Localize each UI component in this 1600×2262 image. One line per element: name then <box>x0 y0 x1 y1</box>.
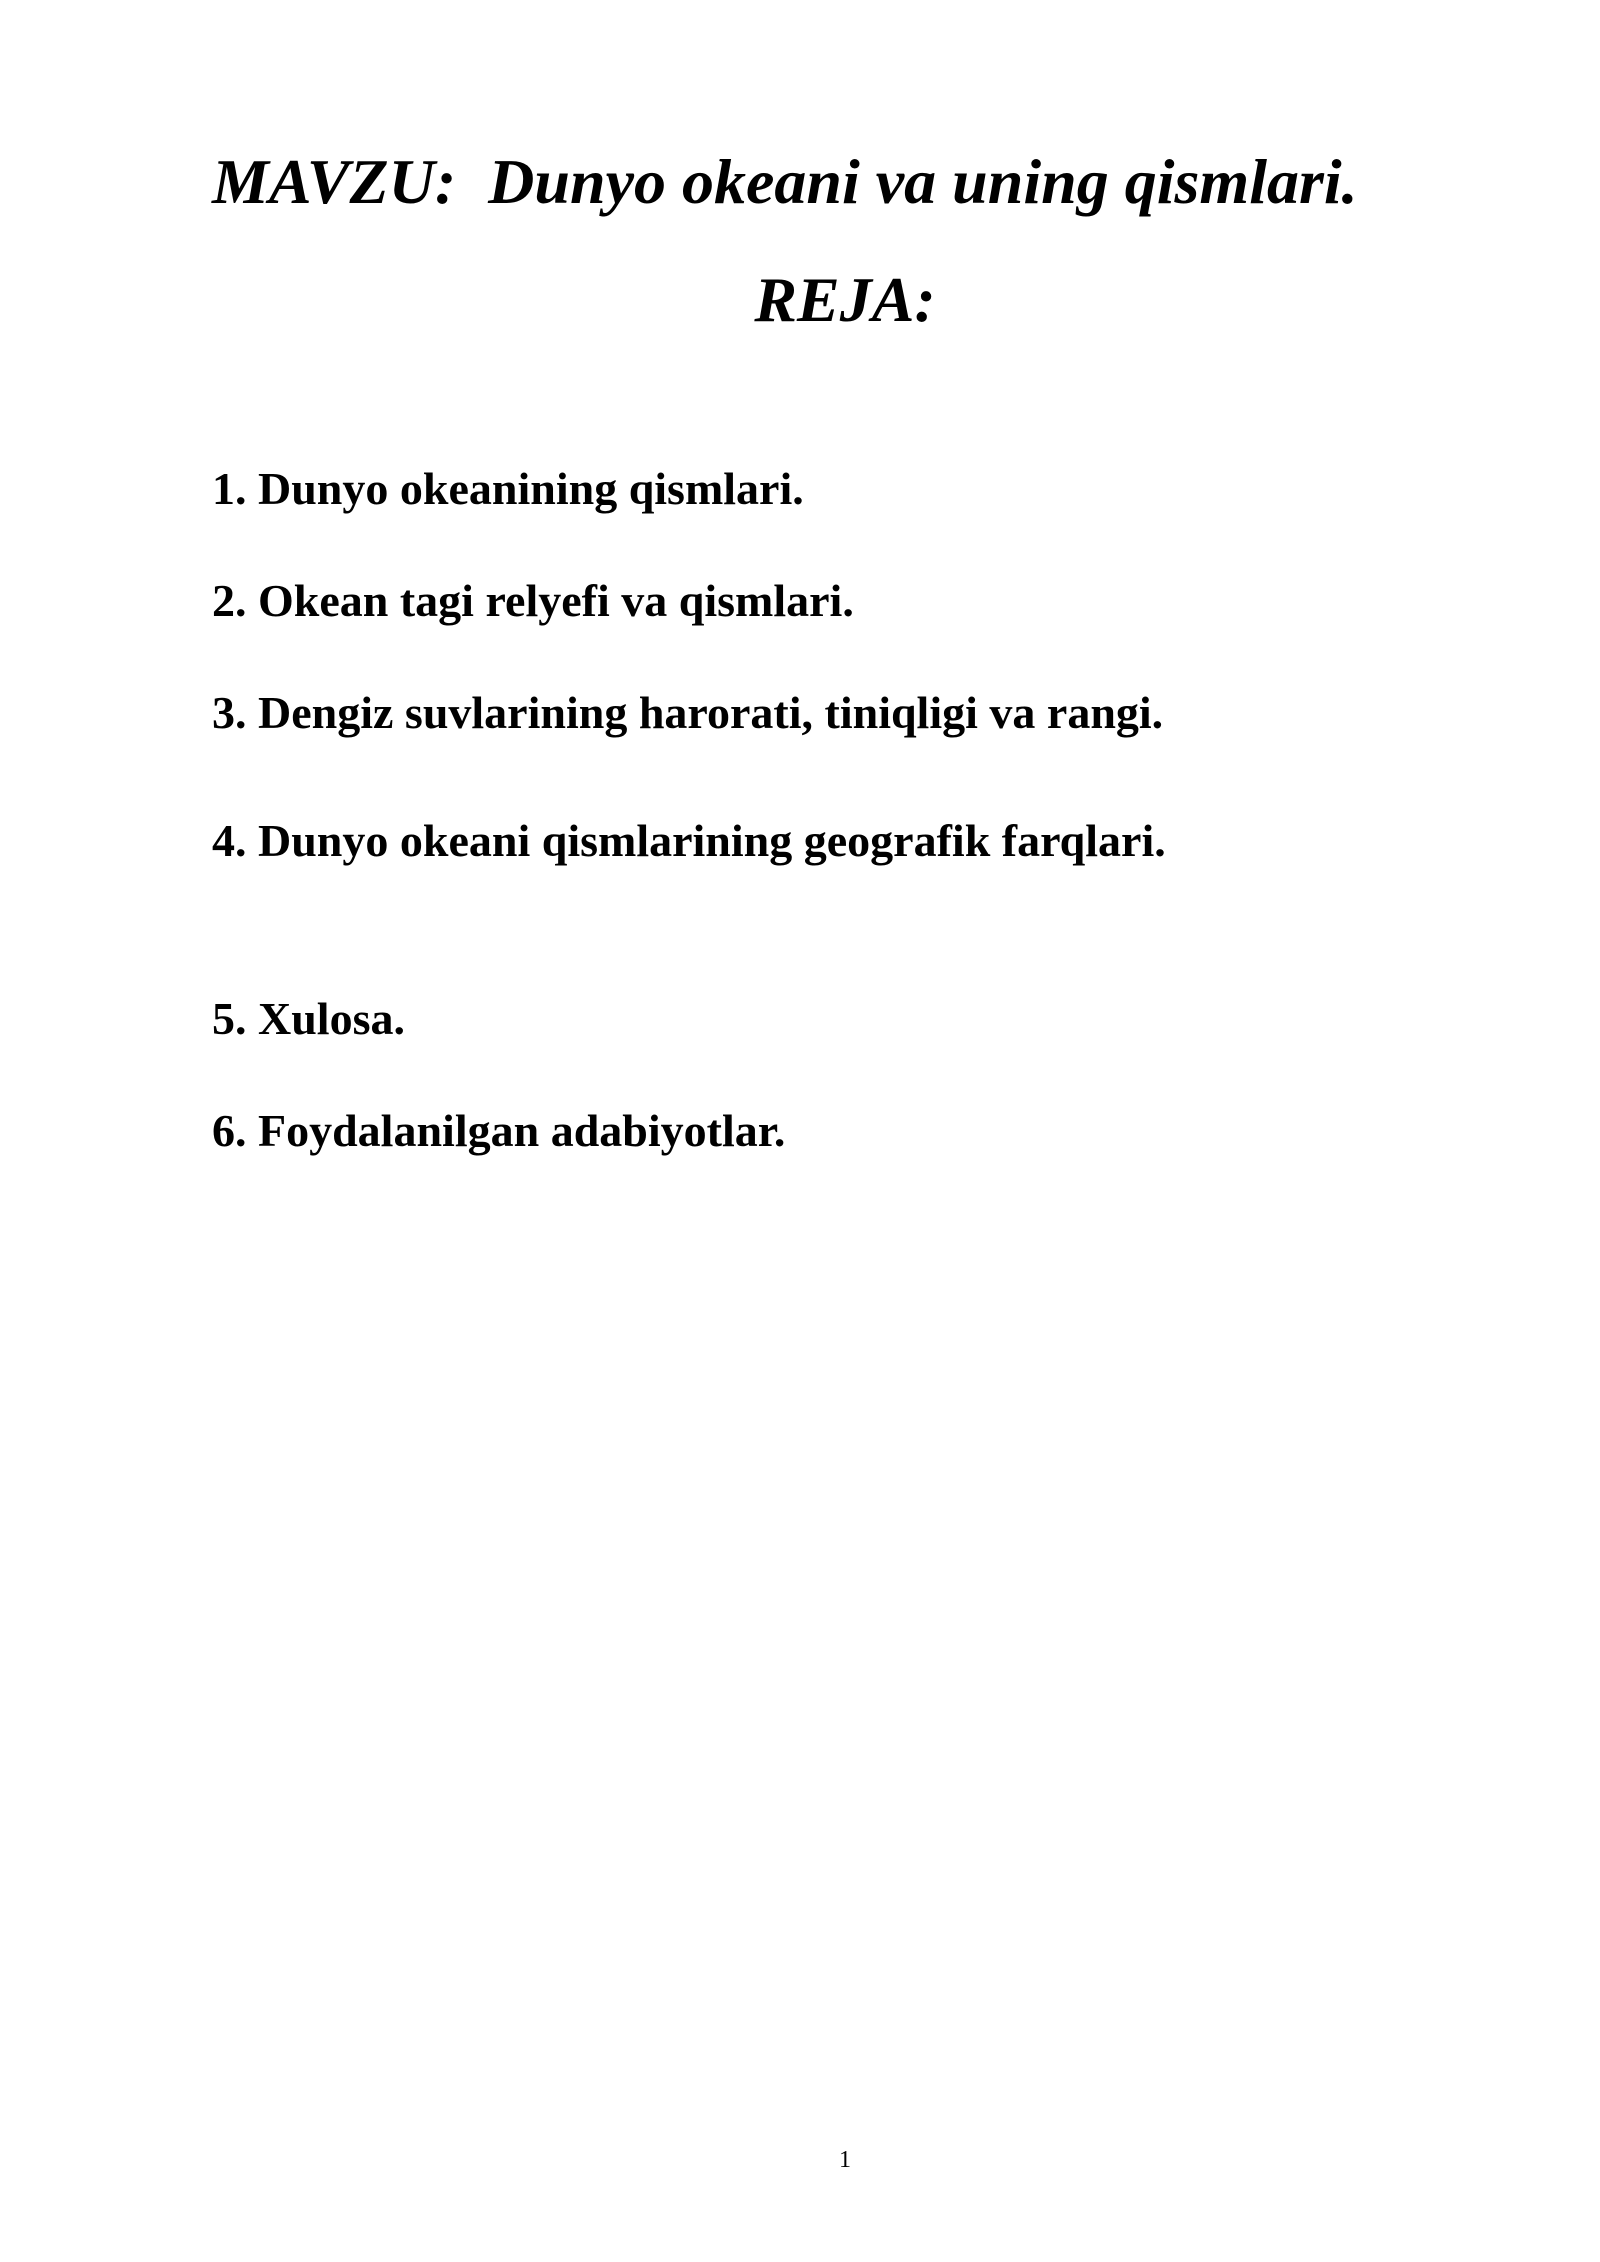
plan-item: 2. Okean tagi relyefi va qismlari. <box>212 575 854 626</box>
plan-item: 4. Dunyo okeani qismlarining geografik farqlari. <box>212 815 1166 866</box>
plan-item: 5. Xulosa. <box>212 993 405 1044</box>
plan-item: 1. Dunyo okeanining qismlari. <box>212 463 804 514</box>
plan-heading: REJA: <box>754 264 936 335</box>
page-number: 1 <box>839 2147 851 2173</box>
plan-item: 6. Foydalanilgan adabiyotlar. <box>212 1105 786 1156</box>
plan-item: 3. Dengiz suvlarining harorati, tiniqligi va rangi. <box>212 687 1164 738</box>
document-title: MAVZU: Dunyo okeani va uning qismlari. <box>212 146 1358 217</box>
